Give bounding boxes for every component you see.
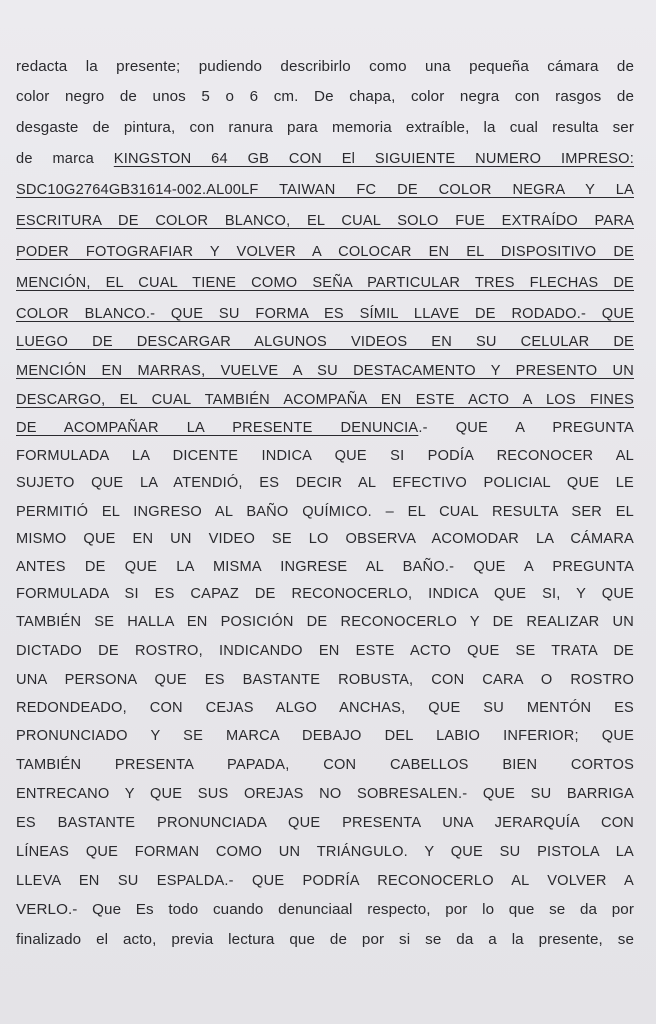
text-line	[16, 176, 634, 204]
text-line: LÍNEAS QUE FORMAN COMO UN TRIÁNGULO. Y QUE SU PISTOLA LA	[16, 844, 634, 860]
text-line: TAMBIÉN SE HALLA EN POSICIÓN DE RECONOCERLO Y DE REALIZAR UN	[16, 614, 634, 630]
underlined-text: DESCARGO, EL CUAL TAMBIÉN ACOMPAÑA EN ESTE ACTO A LOS FINES	[16, 392, 634, 408]
text-line: redacta la presente; pudiendo describirlo como una pequeña cámara de	[16, 58, 634, 75]
text-line: PERMITIÓ EL INGRESO AL BAÑO QUÍMICO. – EL CUAL RESULTA SER EL	[16, 504, 634, 520]
line-prefix: de marca	[16, 151, 114, 167]
underlined-text: MENCIÓN EN MARRAS, VUELVE A SU DESTACAMENTO Y PRESENTO UN	[16, 363, 634, 379]
text-line	[16, 269, 634, 297]
text-line: MISMO QUE EN UN VIDEO SE LO OBSERVA ACOMODAR LA CÁMARA	[16, 531, 634, 547]
text-line	[16, 207, 634, 235]
underlined-text: SDC10G2764GB31614-002.AL00LF TAIWAN FC DE COLOR NEGRA Y LA	[16, 182, 634, 198]
text-line: DICTADO DE ROSTRO, INDICANDO EN ESTE ACTO QUE SE TRATA DE	[16, 643, 634, 659]
text-line: FORMULADA LA DICENTE INDICA QUE SI PODÍA RECONOCER AL	[16, 448, 634, 464]
underlined-text: DE ACOMPAÑAR LA PRESENTE DENUNCIA	[16, 420, 419, 436]
underlined-text: LUEGO DE DESCARGAR ALGUNOS VIDEOS EN SU CELULAR DE	[16, 334, 634, 350]
text-line: TAMBIÉN PRESENTA PAPADA, CON CABELLOS BIEN CORTOS	[16, 757, 634, 773]
text-line: REDONDEADO, CON CEJAS ALGO ANCHAS, QUE SU MENTÓN ES	[16, 700, 634, 716]
underlined-text: MENCIÓN, EL CUAL TIENE COMO SEÑA PARTICULAR TRES FLECHAS DE	[16, 275, 634, 291]
text-line	[16, 386, 634, 414]
text-line: VERLO.- Que Es todo cuando denunciaal respecto, por lo que se da por	[16, 901, 634, 918]
text-line	[16, 328, 634, 356]
text-line	[16, 238, 634, 266]
text-line: desgaste de pintura, con ranura para memoria extraíble, la cual resulta ser	[16, 119, 634, 136]
text-line: ENTRECANO Y QUE SUS OREJAS NO SOBRESALEN.- QUE SU BARRIGA	[16, 786, 634, 802]
text-line	[16, 145, 634, 173]
underlined-text: PODER FOTOGRAFIAR Y VOLVER A COLOCAR EN EL DISPOSITIVO DE	[16, 244, 634, 260]
text-line: PRONUNCIADO Y SE MARCA DEBAJO DEL LABIO INFERIOR; QUE	[16, 728, 634, 744]
text-line: finalizado el acto, previa lectura que de por si se da a la presente, se	[16, 931, 634, 948]
text-line: ES BASTANTE PRONUNCIADA QUE PRESENTA UNA JERARQUÍA CON	[16, 815, 634, 831]
underlined-text: ESCRITURA DE COLOR BLANCO, EL CUAL SOLO FUE EXTRAÍDO PARA	[16, 213, 634, 229]
text-line: UNA PERSONA QUE ES BASTANTE ROBUSTA, CON CARA O ROSTRO	[16, 672, 634, 688]
underlined-text: KINGSTON 64 GB CON El SIGUIENTE NUMERO IMPRESO:	[113, 151, 634, 167]
text-line: SUJETO QUE LA ATENDIÓ, ES DECIR AL EFECTIVO POLICIAL QUE LE	[16, 475, 634, 491]
underlined-text: COLOR BLANCO.- QUE SU FORMA ES SÍMIL LLAVE DE RODADO.- QUE	[16, 306, 634, 322]
text-line	[16, 300, 634, 328]
text-line: color negro de unos 5 o 6 cm. De chapa, color negra con rasgos de	[16, 88, 634, 105]
text-line	[16, 357, 634, 385]
line-suffix: .- QUE A PREGUNTA	[418, 420, 634, 436]
text-line	[16, 414, 634, 442]
text-line: FORMULADA SI ES CAPAZ DE RECONOCERLO, INDICA QUE SI, Y QUE	[16, 586, 634, 602]
text-line: ANTES DE QUE LA MISMA INGRESE AL BAÑO.- QUE A PREGUNTA	[16, 559, 634, 575]
text-line: LLEVA EN SU ESPALDA.- QUE PODRÍA RECONOCERLO AL VOLVER A	[16, 873, 634, 889]
